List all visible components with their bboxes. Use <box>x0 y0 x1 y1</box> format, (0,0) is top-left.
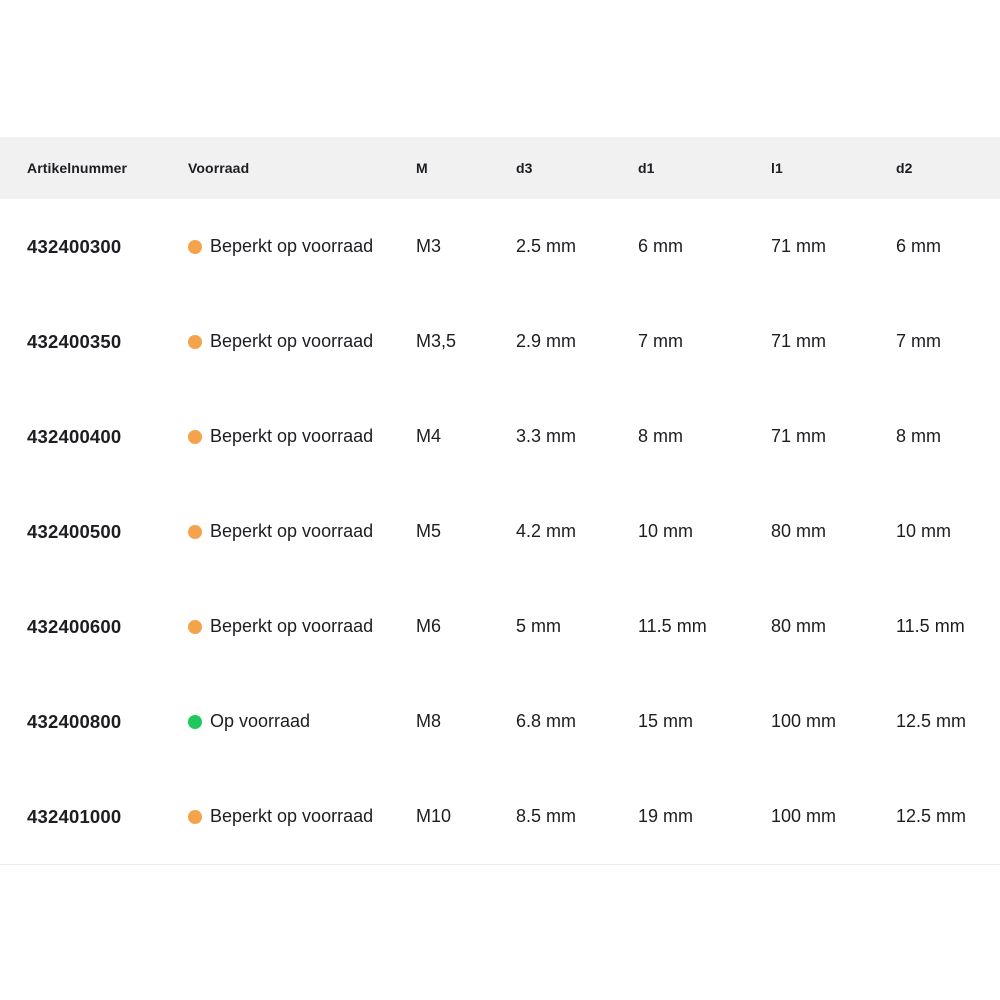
voorraad-cell <box>188 711 416 732</box>
stock-status-dot <box>188 525 202 539</box>
voorraad-cell <box>188 426 416 447</box>
stock-status-label: Beperkt op voorraad <box>210 331 374 351</box>
l1-value: 80 mm <box>771 521 827 541</box>
table-row[interactable] <box>0 769 1000 864</box>
m-value: M8 <box>416 711 442 731</box>
column-header-d1: d1 <box>638 160 655 176</box>
stock-status-label: Beperkt op voorraad <box>210 236 374 256</box>
stock-status-label: Beperkt op voorraad <box>210 806 374 826</box>
voorraad-cell <box>188 806 416 827</box>
column-header-voorraad: Voorraad <box>188 160 250 176</box>
table-row[interactable] <box>0 484 1000 579</box>
voorraad-cell <box>188 331 416 352</box>
voorraad-cell <box>188 521 416 542</box>
column-header-l1: l1 <box>771 160 783 176</box>
d1-value: 19 mm <box>638 806 694 826</box>
d3-value: 6.8 mm <box>516 711 577 731</box>
stock-status-label: Beperkt op voorraad <box>210 426 374 446</box>
artikelnummer-value: 432400800 <box>27 710 122 732</box>
stock-status-dot <box>188 430 202 444</box>
l1-value: 71 mm <box>771 331 827 351</box>
artikelnummer-value: 432400300 <box>27 235 122 257</box>
stock-status-label: Beperkt op voorraad <box>210 616 374 636</box>
d2-value: 8 mm <box>896 426 941 446</box>
d1-value: 6 mm <box>638 236 683 256</box>
d2-value: 12.5 mm <box>896 806 967 826</box>
m-value: M5 <box>416 521 442 541</box>
l1-value: 71 mm <box>771 426 827 446</box>
column-header-artikelnummer: Artikelnummer <box>27 160 128 176</box>
product-variant-table <box>0 137 1000 865</box>
l1-value: 100 mm <box>771 711 837 731</box>
d3-value: 8.5 mm <box>516 806 577 826</box>
table-header-row <box>0 137 1000 199</box>
column-header-d3: d3 <box>516 160 533 176</box>
stock-status-dot <box>188 240 202 254</box>
d1-value: 7 mm <box>638 331 683 351</box>
m-value: M3,5 <box>416 331 457 351</box>
d2-value: 11.5 mm <box>896 616 965 636</box>
voorraad-cell <box>188 236 416 257</box>
table-row[interactable] <box>0 674 1000 769</box>
d3-value: 2.5 mm <box>516 236 577 256</box>
table-row[interactable] <box>0 389 1000 484</box>
d2-value: 12.5 mm <box>896 711 967 731</box>
stock-status-label: Op voorraad <box>210 711 311 731</box>
l1-value: 71 mm <box>771 236 827 256</box>
stock-status-dot <box>188 715 202 729</box>
stock-status-dot <box>188 810 202 824</box>
stock-status-label: Beperkt op voorraad <box>210 521 374 541</box>
l1-value: 80 mm <box>771 616 827 636</box>
d3-value: 5 mm <box>516 616 561 636</box>
d1-value: 8 mm <box>638 426 683 446</box>
artikelnummer-value: 432400600 <box>27 615 122 637</box>
d2-value: 6 mm <box>896 236 941 256</box>
d3-value: 2.9 mm <box>516 331 577 351</box>
column-header-m: M <box>416 160 428 176</box>
artikelnummer-value: 432400350 <box>27 330 122 352</box>
artikelnummer-value: 432401000 <box>27 805 122 827</box>
m-value: M4 <box>416 426 442 446</box>
d1-value: 11.5 mm <box>638 616 707 636</box>
artikelnummer-value: 432400500 <box>27 520 122 542</box>
d3-value: 4.2 mm <box>516 521 577 541</box>
table-row[interactable] <box>0 294 1000 389</box>
column-header-d2: d2 <box>896 160 913 176</box>
stock-status-dot <box>188 620 202 634</box>
stock-status-dot <box>188 335 202 349</box>
table-row[interactable] <box>0 199 1000 294</box>
d3-value: 3.3 mm <box>516 426 577 446</box>
d1-value: 10 mm <box>638 521 694 541</box>
l1-value: 100 mm <box>771 806 837 826</box>
m-value: M10 <box>416 806 452 826</box>
artikelnummer-value: 432400400 <box>27 425 122 447</box>
d1-value: 15 mm <box>638 711 694 731</box>
d2-value: 7 mm <box>896 331 941 351</box>
voorraad-cell <box>188 616 416 637</box>
table-body <box>0 199 1000 865</box>
table-row[interactable] <box>0 579 1000 674</box>
m-value: M3 <box>416 236 442 256</box>
m-value: M6 <box>416 616 442 636</box>
d2-value: 10 mm <box>896 521 952 541</box>
